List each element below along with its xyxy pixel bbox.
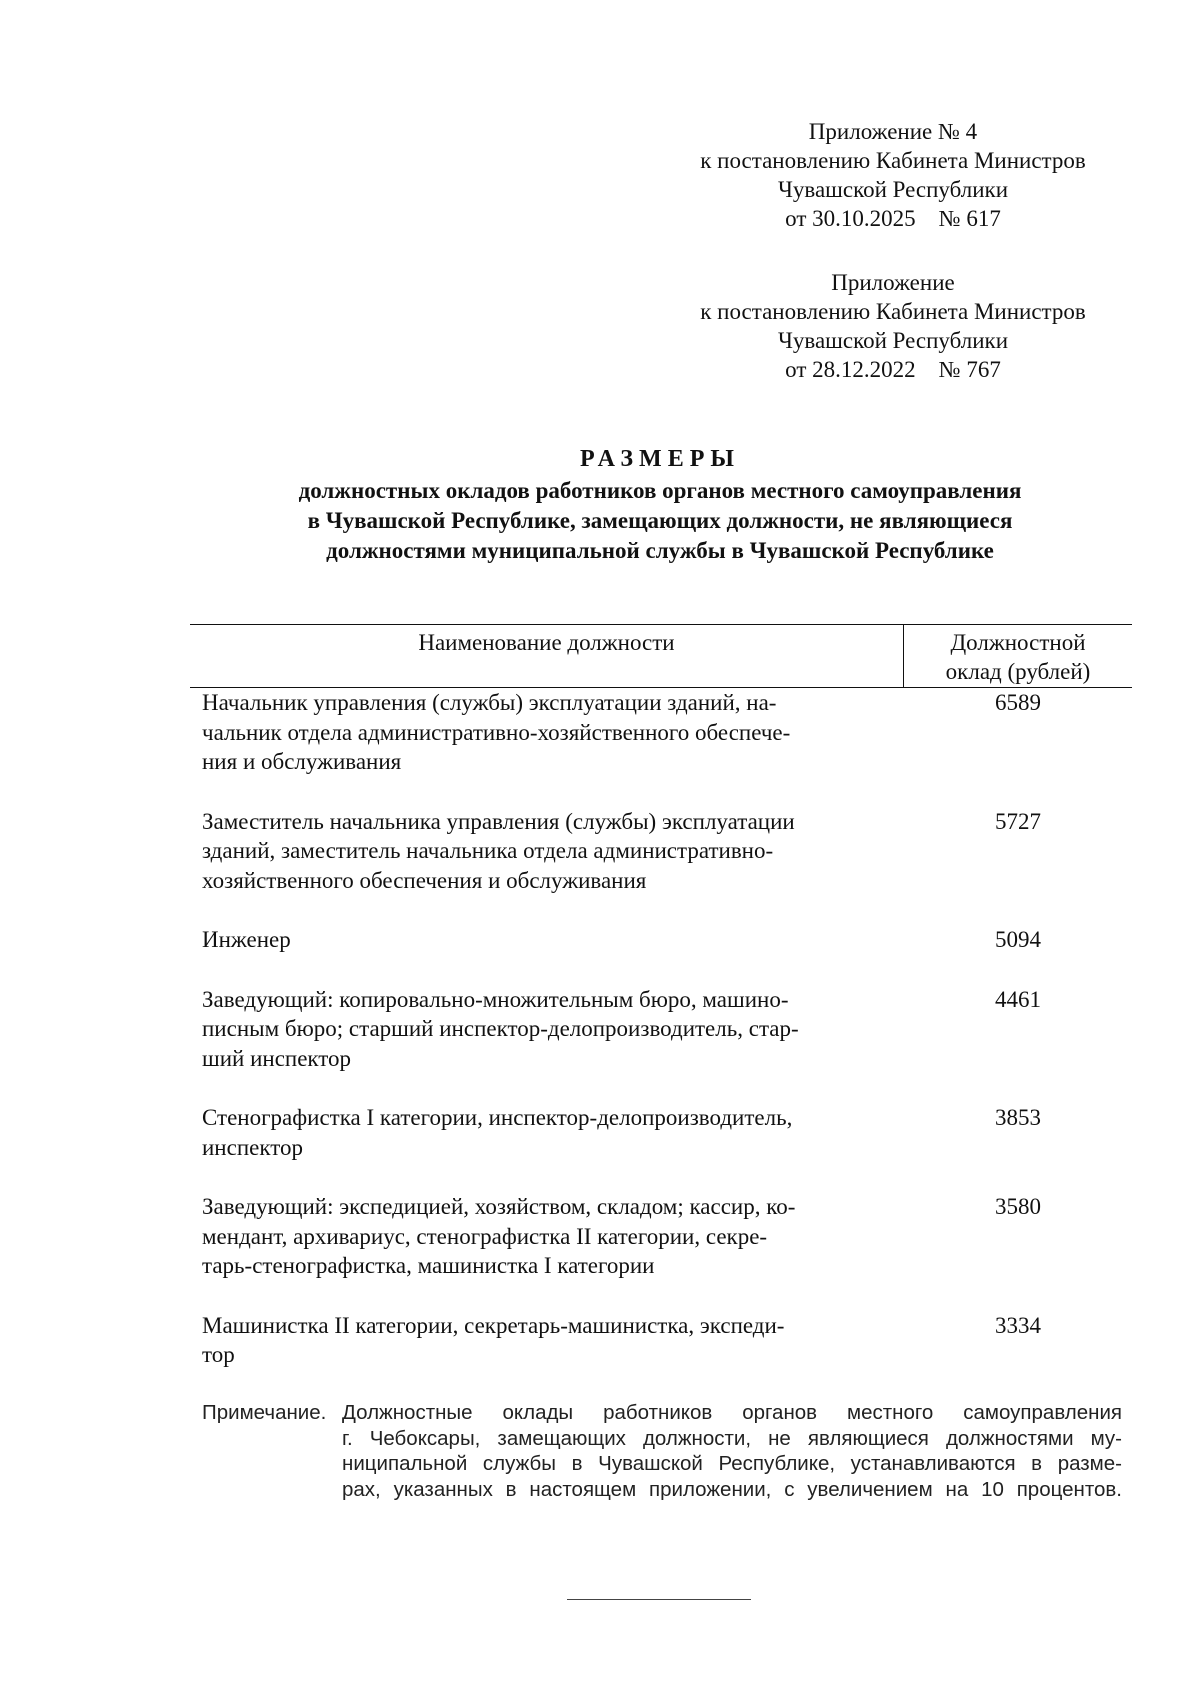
appendix-line: Приложение	[831, 270, 955, 295]
position-name-line: Стенографистка I категории, инспектор-делопроизводитель,	[202, 1105, 793, 1130]
position-name-line: ший инспектор	[202, 1045, 352, 1071]
salary-value: 4461	[995, 986, 1041, 1012]
appendix-line: Чувашской Республики	[777, 177, 1009, 202]
title-sub-line: должностями муниципальной службы в Чувашской Республике	[326, 538, 994, 563]
header-salary-line: оклад (рублей)	[945, 659, 1091, 684]
position-name	[190, 925, 904, 955]
position-name-line: Начальник управления (службы) эксплуатации зданий, на-	[202, 690, 777, 715]
header-salary	[904, 625, 1132, 687]
table-row	[190, 925, 1132, 955]
position-name-line: хозяйственного обеспечения и обслуживания	[202, 867, 647, 893]
position-name-line: Машинистка II категории, секретарь-машинистка, экспеди-	[202, 1312, 785, 1338]
appendix-line: от 28.12.2022 № 767	[785, 357, 1001, 382]
position-name-line: тор	[202, 1342, 235, 1367]
header-position-name: Наименование должности	[190, 625, 904, 687]
note-label: Примечание.	[202, 1401, 327, 1424]
note-line: Должностные оклады работников органов местного самоуправления	[342, 1401, 1122, 1424]
position-name	[190, 688, 904, 777]
position-name	[190, 807, 904, 896]
position-name-line: чальник отдела административно-хозяйственного обеспече-	[202, 719, 791, 745]
table-row	[190, 688, 1132, 777]
table-row	[190, 1311, 1132, 1370]
position-name-line: инспектор	[202, 1134, 303, 1160]
position-name-line: тарь-стенографистка, машинистка I категории	[202, 1253, 655, 1278]
position-name-line: мендант, архивариус, стенографистка II категории, секре-	[202, 1223, 768, 1249]
title-sub-line: должностных окладов работников органов местного самоуправления	[298, 478, 1022, 503]
position-name-line: писным бюро; старший инспектор-делопроизводитель, стар-	[202, 1016, 799, 1041]
table-row	[190, 807, 1132, 896]
position-name	[190, 1311, 904, 1370]
salary-value: 5727	[995, 808, 1041, 834]
salary-value: 3580	[995, 1194, 1041, 1219]
title-sub-line: в Чувашской Республике, замещающих должности, не являющиеся	[307, 508, 1013, 533]
title-main: РАЗМЕРЫ	[580, 446, 740, 472]
appendix-line: Приложение № 4	[808, 119, 978, 144]
note-line: г. Чебоксары, замещающих должности, не являющиеся должностями му-	[342, 1426, 1122, 1450]
salary-value: 6589	[995, 690, 1041, 715]
salary-value: 3334	[995, 1312, 1041, 1338]
position-name-line: Заместитель начальника управления (службы) эксплуатации	[202, 808, 795, 834]
appendix-current-reference	[668, 117, 1118, 233]
position-name	[190, 1103, 904, 1162]
note-text	[342, 1400, 1122, 1502]
position-name-line: Заведующий: копировально-множительным бюро, машино-	[202, 986, 789, 1012]
salary-table	[190, 624, 1132, 1400]
position-name	[190, 985, 904, 1074]
table-row	[190, 1103, 1132, 1162]
appendix-line: от 30.10.2025 № 617	[785, 206, 1001, 231]
end-of-document-rule	[567, 1599, 751, 1600]
table-header	[190, 624, 1132, 688]
position-name-line: ния и обслуживания	[202, 749, 402, 774]
position-name-line: Инженер	[202, 927, 291, 952]
salary-value: 3853	[995, 1105, 1041, 1130]
header-salary-line: Должностной	[950, 630, 1086, 655]
appendix-line: Чувашской Республики	[777, 328, 1009, 353]
appendix-original-reference	[668, 268, 1118, 384]
table-row	[190, 1192, 1132, 1281]
appendix-line: к постановлению Кабинета Министров	[700, 148, 1086, 173]
note-line: ниципальной службы в Чувашской Республике, устанавливаются в разме-	[342, 1452, 1122, 1475]
position-name-line: Заведующий: экспедицией, хозяйством, складом; кассир, ко-	[202, 1194, 796, 1219]
note-line: рах, указанных в настоящем приложении, с увеличением на 10 процентов.	[342, 1477, 1122, 1501]
position-name	[190, 1192, 904, 1281]
document-title	[160, 444, 1160, 566]
position-name-line: зданий, заместитель начальника отдела административно-	[202, 838, 774, 863]
table-row	[190, 985, 1132, 1074]
salary-value: 5094	[995, 927, 1041, 952]
appendix-line: к постановлению Кабинета Министров	[700, 299, 1086, 324]
